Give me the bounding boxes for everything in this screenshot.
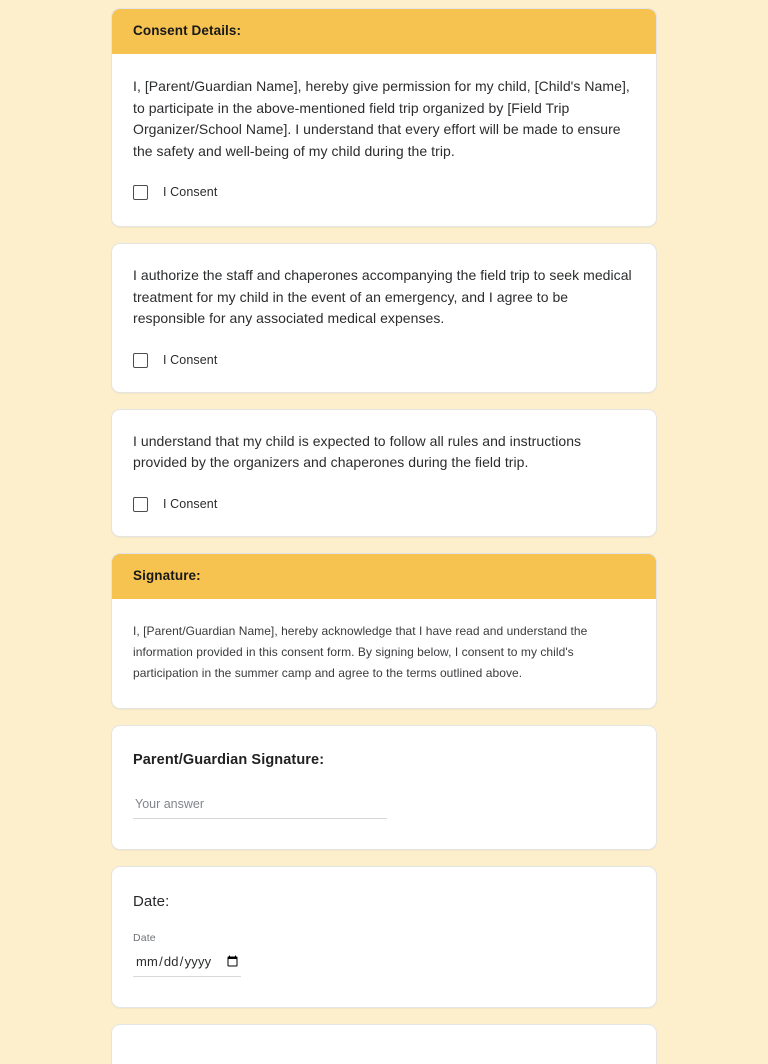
- checkbox-icon[interactable]: [133, 497, 148, 512]
- rules-acknowledgement-consent-row[interactable]: [133, 497, 635, 512]
- rules-acknowledgement-statement: I understand that my child is expected to follow all rules and instructions provided by the organizers and chaperones during the field trip.: [133, 432, 582, 471]
- parent-signature-input[interactable]: [133, 797, 387, 819]
- consent-details-body: [112, 54, 656, 226]
- rules-acknowledgement-consent-label: I Consent: [163, 496, 218, 511]
- medical-authorization-card: [111, 243, 657, 393]
- parent-signature-label: Parent/Guardian Signature:: [133, 751, 325, 768]
- consent-details-header: [112, 9, 656, 54]
- consent-details-header-title: Consent Details:: [133, 23, 242, 38]
- date-body: [112, 867, 656, 1007]
- date-sublabel: Date: [133, 931, 156, 944]
- date-label: Date:: [133, 892, 170, 910]
- date-input[interactable]: [133, 953, 241, 977]
- consent-details-consent-row[interactable]: [133, 185, 635, 200]
- medical-authorization-consent-label: I Consent: [163, 352, 218, 367]
- parent-signature-body: [112, 726, 656, 849]
- consent-details-statement: I, [Parent/Guardian Name], hereby give permission for my child, [Child's Name], to participate in the above-mentioned field trip organized by [Field Trip Organizer/School Name]. I understand that every effort will be made to ensure the safety and well-being of my child during the trip.: [133, 78, 630, 159]
- medical-authorization-body: [112, 244, 656, 392]
- checkbox-icon[interactable]: [133, 353, 148, 368]
- parent-signature-card: [111, 725, 657, 850]
- consent-details-consent-label: I Consent: [163, 185, 218, 200]
- rules-acknowledgement-card: [111, 409, 657, 537]
- rules-acknowledgement-body: [112, 410, 656, 536]
- consent-details-card: [111, 8, 657, 227]
- signature-body: [112, 599, 656, 708]
- signature-statement: I, [Parent/Guardian Name], hereby acknowledge that I have read and understand the information provided in this consent form. By signing below, I consent to my child's participation in the summer camp and agree to the terms outlined above.: [133, 623, 588, 680]
- checkbox-icon[interactable]: [133, 185, 148, 200]
- medical-authorization-statement: I authorize the staff and chaperones accompanying the field trip to seek medical treatment for my child in the event of an emergency, and I agree to be responsible for any associated medical expenses.: [133, 267, 632, 327]
- medical-authorization-consent-row[interactable]: [133, 353, 635, 368]
- signature-header-title: Signature:: [133, 567, 201, 583]
- date-card: [111, 866, 657, 1008]
- next-card-partial: [111, 1024, 657, 1064]
- signature-header: [112, 554, 656, 599]
- signature-card: [111, 553, 657, 709]
